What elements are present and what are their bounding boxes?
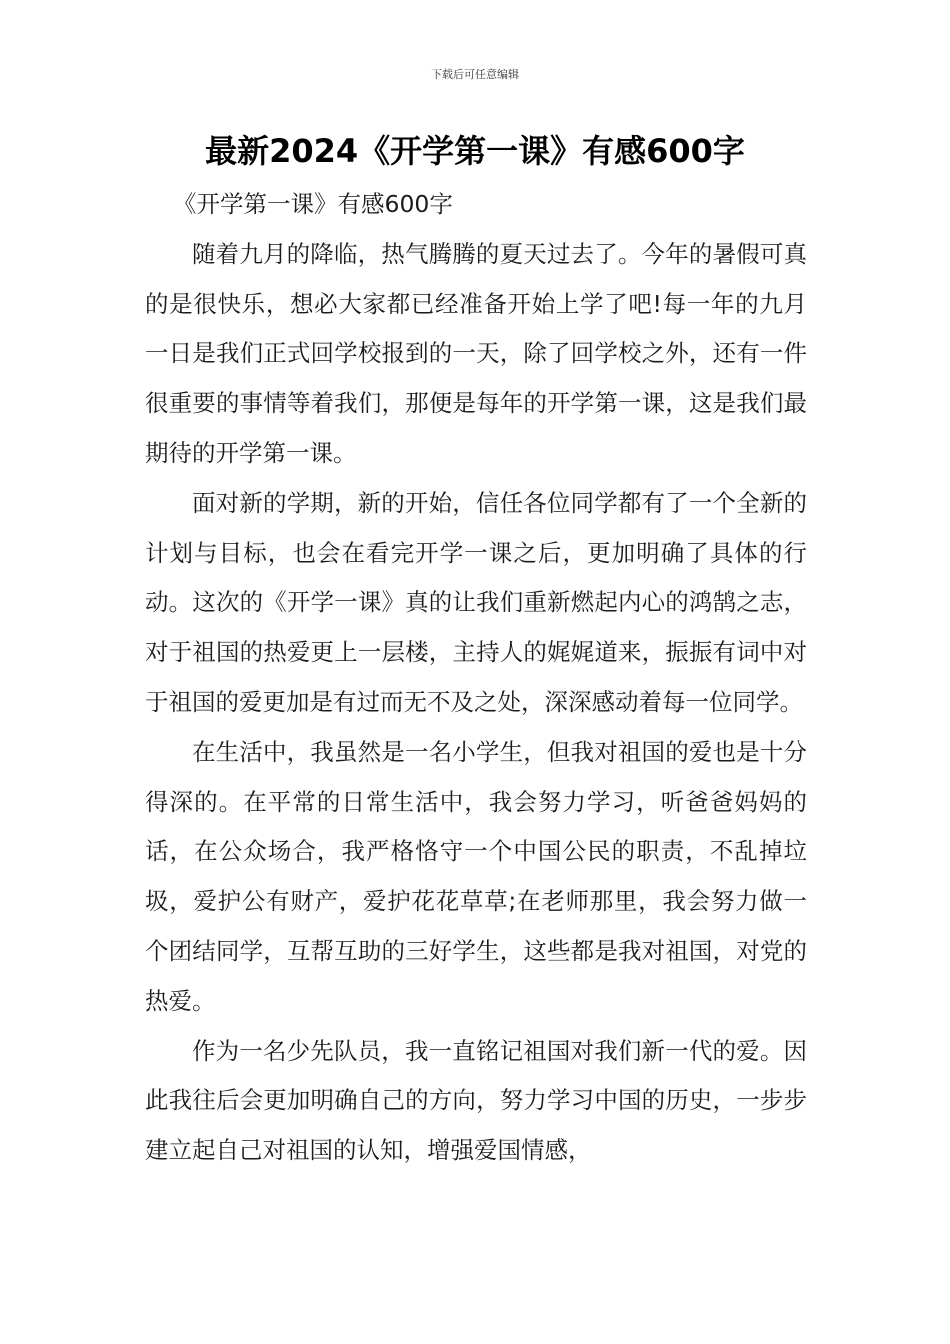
document-subtitle: 《开学第一课》有感600字 [173, 190, 453, 218]
document-title: 最新2024《开学第一课》有感600字 [205, 132, 745, 170]
paragraph-3: 在生活中，我虽然是一名小学生，但我对祖国的爱也是十分得深的。在平常的日常生活中，我会努力学习，听爸爸妈妈的话，在公众场合，我严格恪守一个中国公民的职责，不乱掉垃圾，爱护公有财产，爱护花花草草;在老师那里，我会努力做一个团结同学，互帮互助的三好学生，这些都是我对祖国，对党的热爱。 [145, 737, 807, 1015]
document-body [145, 180, 807, 1176]
header-note: 下载后可任意编辑 [431, 68, 519, 81]
paragraph-4: 作为一名少先队员，我一直铭记祖国对我们新一代的爱。因此我往后会更加明确自己的方向，努力学习中国的历史，一步步建立起自己对祖国的认知，增强爱国情感， [145, 1036, 807, 1165]
paragraph-2: 面对新的学期，新的开始，信任各位同学都有了一个全新的计划与目标，也会在看完开学一课之后，更加明确了具体的行动。这次的《开学一课》真的让我们重新燃起内心的鸿鹄之志，对于祖国的热爱更上一层楼，主持人的娓娓道来，振振有词中对于祖国的爱更加是有过而无不及之处，深深感动着每一位同学。 [145, 488, 807, 716]
paragraph-1: 随着九月的降临，热气腾腾的夏天过去了。今年的暑假可真的是很快乐，想必大家都已经准备开始上学了吧!每一年的九月一日是我们正式回学校报到的一天，除了回学校之外，还有一件很重要的事情等着我们，那便是每年的开学第一课，这是我们最期待的开学第一课。 [145, 239, 807, 467]
